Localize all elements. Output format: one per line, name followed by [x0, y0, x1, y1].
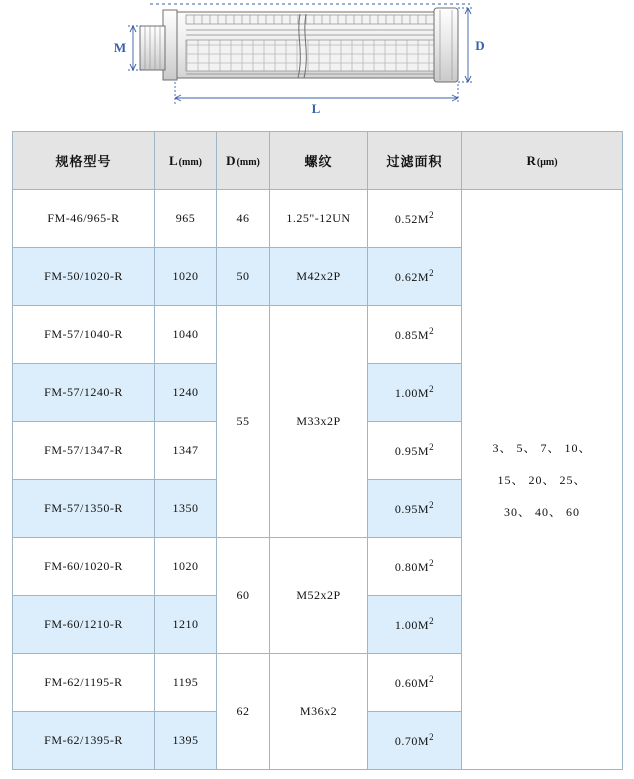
header-rating-unit: (μm) — [536, 156, 558, 168]
header-diameter-unit: (mm) — [236, 156, 260, 168]
cell-filter-area-value: 0.95 — [394, 444, 418, 458]
cell-filter-area-exp: 2 — [429, 384, 435, 394]
cell-filter-area-value: 0.70 — [394, 734, 418, 748]
cell-length: 1347 — [155, 422, 217, 480]
header-length-text: L — [169, 152, 179, 168]
header-rating — [462, 132, 623, 190]
cell-diameter: 50 — [217, 248, 270, 306]
cell-filter-area — [368, 654, 462, 712]
header-length-unit: (mm) — [178, 156, 202, 168]
cell-model: FM-50/1020-R — [13, 248, 155, 306]
cell-filter-area-unit: M — [417, 676, 430, 690]
cell-filter-area-exp: 2 — [429, 558, 435, 568]
cell-filter-area-unit: M — [417, 618, 430, 632]
cell-diameter: 62 — [217, 654, 270, 770]
cell-length: 1395 — [155, 712, 217, 770]
cell-filter-area-unit: M — [417, 502, 430, 516]
cell-diameter: 60 — [217, 538, 270, 654]
cell-filter-area — [368, 364, 462, 422]
cell-filter-area-value: 0.80 — [394, 560, 418, 574]
cell-length: 1020 — [155, 248, 217, 306]
dimension-label-m: M — [113, 40, 127, 55]
cell-length: 1350 — [155, 480, 217, 538]
cell-filter-area-value: 0.95 — [394, 502, 418, 516]
cell-filter-area-exp: 2 — [429, 500, 435, 510]
cell-filter-area-unit: M — [417, 212, 430, 226]
cell-filter-area — [368, 538, 462, 596]
cell-model: FM-62/1195-R — [13, 654, 155, 712]
header-length — [155, 132, 217, 190]
cell-filter-area-value: 0.52 — [394, 212, 418, 226]
cell-diameter: 55 — [217, 306, 270, 538]
spec-table-wrapper — [12, 131, 622, 770]
header-model — [13, 132, 155, 190]
cell-filter-area-exp: 2 — [429, 616, 435, 626]
header-thread-text: 螺纹 — [304, 154, 333, 169]
cell-model: FM-46/965-R — [13, 190, 155, 248]
micron-line-3: 30、 40、 60 — [503, 504, 580, 519]
cell-thread: M52x2P — [270, 538, 368, 654]
cell-filter-area — [368, 480, 462, 538]
cell-thread: M33x2P — [270, 306, 368, 538]
cell-filter-area — [368, 712, 462, 770]
cell-model: FM-57/1040-R — [13, 306, 155, 364]
table-row — [13, 190, 623, 248]
cell-micron-rating — [462, 190, 623, 770]
cell-filter-area — [368, 248, 462, 306]
micron-line-2: 15、 20、 25、 — [497, 472, 587, 487]
header-thread — [270, 132, 368, 190]
header-rating-text: R — [526, 152, 537, 168]
cell-filter-area-exp: 2 — [429, 732, 435, 742]
spec-table-head — [13, 132, 623, 190]
cell-model: FM-60/1210-R — [13, 596, 155, 654]
cell-filter-area — [368, 190, 462, 248]
cell-filter-area — [368, 306, 462, 364]
header-row — [13, 132, 623, 190]
cell-length: 1020 — [155, 538, 217, 596]
cell-filter-area — [368, 422, 462, 480]
header-diameter-text: D — [226, 152, 237, 168]
cell-filter-area-exp: 2 — [429, 326, 435, 336]
header-filter-area — [368, 132, 462, 190]
header-diameter — [217, 132, 270, 190]
drawing-body — [140, 8, 458, 82]
cell-filter-area-value: 1.00 — [394, 618, 418, 632]
spec-table-body — [13, 190, 623, 770]
cell-filter-area-unit: M — [417, 386, 430, 400]
cell-length: 1240 — [155, 364, 217, 422]
cell-model: FM-62/1395-R — [13, 712, 155, 770]
cell-filter-area-exp: 2 — [429, 674, 435, 684]
cell-filter-area-value: 1.00 — [394, 386, 418, 400]
cell-filter-area-value: 0.85 — [394, 328, 418, 342]
cell-filter-area-exp: 2 — [429, 268, 435, 278]
cell-filter-area-value: 0.62 — [394, 270, 418, 284]
header-model-text: 规格型号 — [55, 154, 112, 169]
dimension-label-l: L — [311, 101, 321, 116]
cell-length: 965 — [155, 190, 217, 248]
cell-filter-area-unit: M — [417, 444, 430, 458]
drawing-svg — [0, 0, 634, 125]
cell-filter-area-unit: M — [417, 270, 430, 284]
micron-list — [463, 432, 621, 528]
cell-model: FM-57/1350-R — [13, 480, 155, 538]
cell-model: FM-60/1020-R — [13, 538, 155, 596]
cell-length: 1040 — [155, 306, 217, 364]
cell-model: FM-57/1240-R — [13, 364, 155, 422]
cell-filter-area-exp: 2 — [429, 442, 435, 452]
cell-filter-area-unit: M — [417, 734, 430, 748]
cell-filter-area — [368, 596, 462, 654]
cell-diameter: 46 — [217, 190, 270, 248]
micron-line-1: 3、 5、 7、 10、 — [492, 440, 592, 455]
header-filter-area-text: 过滤面积 — [386, 154, 443, 169]
spec-table — [12, 131, 623, 770]
cell-length: 1195 — [155, 654, 217, 712]
cell-thread: 1.25"-12UN — [270, 190, 368, 248]
dimension-label-d: D — [475, 38, 485, 53]
cell-filter-area-unit: M — [417, 328, 430, 342]
cell-model: FM-57/1347-R — [13, 422, 155, 480]
cell-filter-area-exp: 2 — [429, 210, 435, 220]
cell-thread: M36x2 — [270, 654, 368, 770]
cell-filter-area-value: 0.60 — [394, 676, 418, 690]
cell-thread: M42x2P — [270, 248, 368, 306]
filter-element-drawing — [0, 0, 634, 125]
cell-length: 1210 — [155, 596, 217, 654]
cell-filter-area-unit: M — [417, 560, 430, 574]
